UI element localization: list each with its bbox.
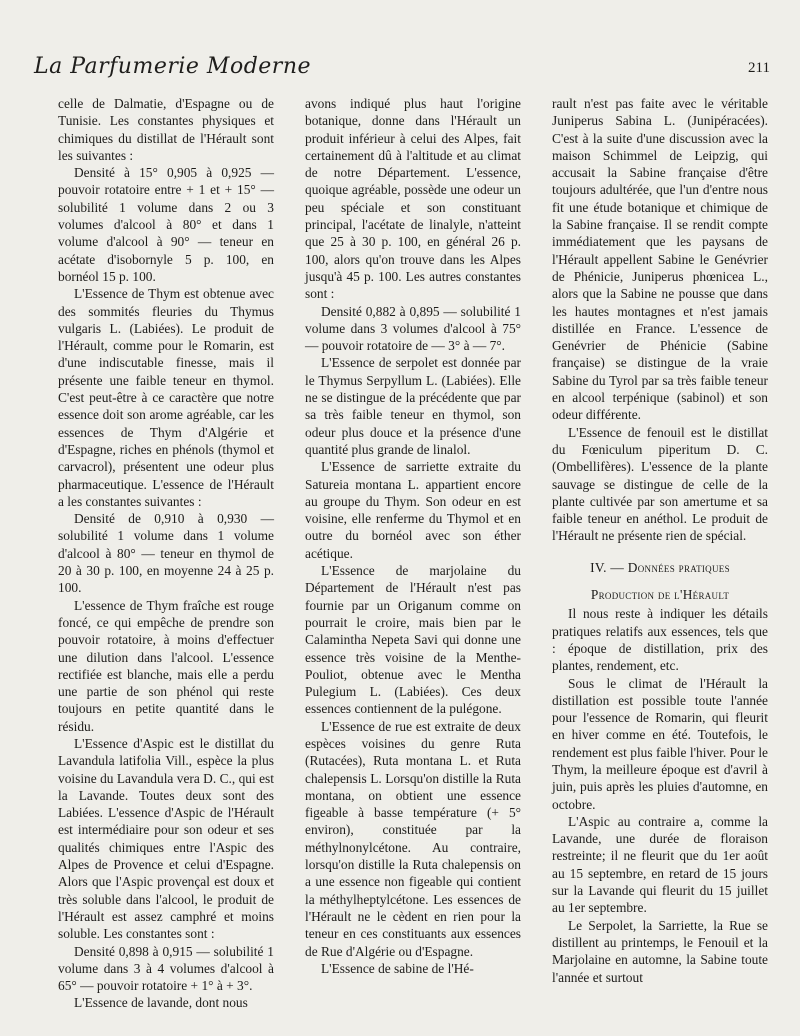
column-3 <box>552 95 768 1012</box>
column-2 <box>305 95 521 1012</box>
column-1 <box>58 95 274 1012</box>
paragraph: Densité à 15° 0,905 à 0,925 — pouvoir rotatoire entre + 1 et + 15° — solubilité 1 volume dans 2 ou 3 volumes d'alcool à 80° et dans 1 volume d'alcool à 90° — teneur en acétate d'isobornyle 5 p. 100, en bornéol 15 p. 100. <box>58 165 274 284</box>
paragraph: L'Essence de sabine de l'Hé- <box>321 960 474 976</box>
text-columns <box>58 95 768 1011</box>
paragraph: L'Essence d'Aspic est le distillat du Lavandula latifolia Vill., espèce la plus voisine du Lavandula vera D. C., qui est la Lavande. Toutes deux sont des Labiées. L'essence d'Aspic de l'Hérault est intermédiaire pour son odeur et ses qualités chimiques entre l'Aspic des Alpes de Provence et celui d'Espagne. Alors que l'Aspic provençal est doux et très soluble dans l'alcool, le produit de l'Hérault est assez camphré et moins soluble. Les constantes sont : <box>58 735 274 942</box>
continued-paragraph: rault n'est pas faite avec le véritable Juniperus Sabina L. (Junipéracées). C'est à la suite d'une discussion avec la maison Schimmel de Leipzig, qui accusait la Sabine française d'être toujours adultérée, que l'un d'entre nous fit une étude botanique et chimique de la Sabine française. Il se rendit compte immédiatement que les paysans de l'Hérault appellent Sabine le Genévrier de Phénicie, Juniperus phœnicea L., alors que la Sabine ne pousse que dans les hautes montagnes et n'est jamais distillée en France. L'essence de Genévrier de Phénicie (Sabine française) se distingue de la vraie Sabine du Tyrol par sa très faible teneur en alcool terpénique (sabinol) et son odeur différente. <box>552 96 768 423</box>
paragraph: L'Essence de marjolaine du Département de l'Hérault n'est pas fournie par un Origanum comme on pourrait le croire, mais bien par le Calamintha Nepeta Savi qui donne une essence très voisine de la Menthe-Pouliot, obtenue avec le Mentha Pulegium L. (Labiées). Ces deux essences contiennent de la pulégone. <box>305 563 521 717</box>
paragraph: Le Serpolet, la Sarriette, la Rue se distillent au printemps, le Fenouil et la Marjolaine en automne, la Sabine toute l'année et surtout <box>552 917 768 985</box>
page-number: 211 <box>748 60 770 76</box>
page-header <box>30 52 770 86</box>
journal-title: La Parfumerie Moderne <box>34 54 312 79</box>
paragraph: Densité 0,882 à 0,895 — solubilité 1 volume dans 3 volumes d'alcool à 75° — pouvoir rotatoire de — 3° à — 7°. <box>305 303 521 354</box>
paragraph: L'Essence de rue est extraite de deux espèces voisines du genre Ruta (Rutacées), Ruta montana L. et Ruta chalepensis L. Lorsqu'on distille la Ruta montana, on obtient une essence figeable à basse température (+ 5° environ), constituée par la méthylnonylcétone. Au contraire, lorsqu'on distille la Ruta chalepensis on a une essence non figeable qui contient la méthylheptylcétone. Les essences de l'Hérault ne le cèdent en rien pour la teneur en ces constituants aux essences de Rue d'Algérie ou d'Espagne. <box>305 718 521 959</box>
section-heading: IV. — Données pratiques <box>590 559 730 575</box>
paragraph: L'Aspic au contraire a, comme la Lavande, une durée de floraison restreinte; il ne fleurit que du 1er août au 15 septembre, en retard de 15 jours sur la Lavande qui fleurit du 15 juillet au 1er septembre. <box>552 813 768 916</box>
paragraph: L'Essence de fenouil est le distillat du Fœniculum piperitum D. C. (Ombellifères). L'essence de la plante sauvage se distingue de celle de la plante cultivée par son amertume et sa faible teneur en anéthol. Le produit de l'Hérault ne présente rien de spécial. <box>552 424 768 544</box>
continued-paragraph: celle de Dalmatie, d'Espagne ou de Tunisie. Les constantes physiques et chimiques du distillat de l'Hérault sont les suivantes : <box>58 96 274 163</box>
paragraph: Densité de 0,910 à 0,930 — solubilité 1 volume dans 1 volume d'alcool à 80° — teneur en thymol de 20 à 30 p. 100, en moyenne 24 à 25 p. 100. <box>58 511 274 596</box>
paragraph: Sous le climat de l'Hérault la distillation est possible toute l'année pour l'essence de Romarin, qui fleurit en hiver comme en été. Toutefois, le rendement est plus faible l'hiver. Pour le Thym, la meilleure époque est d'avril à juin, puis après les pluies d'automne, en octobre. <box>552 675 768 812</box>
paragraph: L'Essence de serpolet est donnée par le Thymus Serpyllum L. (Labiées). Elle ne se distingue de la précédente que par sa très faible teneur en thymol, son odeur plus douce et la présence d'une quantité plus grande de linalol. <box>305 355 521 457</box>
paragraph: L'Essence de lavande, dont nous <box>74 995 248 1011</box>
continued-paragraph: avons indiqué plus haut l'origine botanique, donne dans l'Hérault un produit inférieur à celui des Alpes, fait certainement dû à l'altitude et au climat de notre Département. L'essence, quoique agréable, possède une odeur un peu spéciale et son constituant principal, l'acétate de linalyle, n'atteint que 25 à 30 p. 100, en général 26 p. 100, alors qu'on trouve dans les Alpes jusqu'à 45 p. 100. Les autres constantes sont : <box>305 96 521 302</box>
paragraph: L'essence de Thym fraîche est rouge foncé, ce qui empêche de prendre son pouvoir rotatoire, à moins d'effectuer une dilution dans l'alcool. L'essence rectifiée est blanche, mais elle a perdu une partie de son phénol qui reste toujours en petite quantité dans le résidu. <box>58 597 274 734</box>
paragraph: L'Essence de sarriette extraite du Satureia montana L. appartient encore au groupe du Thym. Son odeur en est voisine, elle renferme du Thymol et en outre du bornéol avec son éther acétique. <box>305 459 521 561</box>
paragraph: Il nous reste à indiquer les détails pratiques relatifs aux essences, tels que : époque de distillation, prix des plantes, rendement, etc. <box>552 606 768 674</box>
paragraph: Densité 0,898 à 0,915 — solubilité 1 volume dans 3 à 4 volumes d'alcool à 65° — pouvoir rotatoire + 1° à + 3°. <box>58 943 274 994</box>
subsection-heading: Production de l'Hérault <box>590 587 730 603</box>
paragraph: L'Essence de Thym est obtenue avec des sommités fleuries du Thymus vulgaris L. (Labiées). Le produit de l'Hérault, comme pour le Romarin, est d'une indiscutable finesse, mais il présente une faible teneur en thymol. C'est peut-être à ce caractère que notre essence doit son arome agréable, car les essences de Thym d'Algérie et d'Espagne, riches en phénols (thymol et carvacrol), présentent une odeur plus pharmaceutique. L'essence de l'Hérault a les constantes suivantes : <box>58 286 274 509</box>
